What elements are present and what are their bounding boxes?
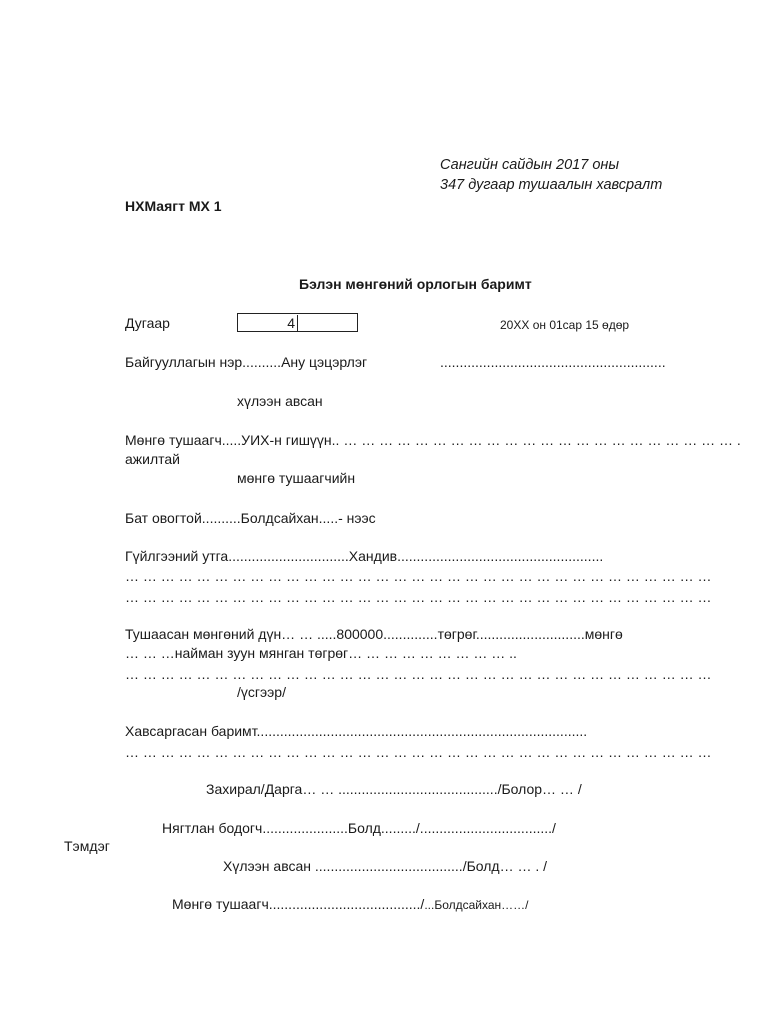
accountant-signature: Нягтлан бодогч......................Болд........./................................../ [162,820,556,836]
number-value: 4 [287,315,295,331]
payer-name-line: Бат овогтой..........Болдсайхан.....- нээс [125,510,376,526]
ref-line-2: 347 дугаар тушаалын хавсралт [440,177,663,193]
purpose-dots-2: … … … … … … … … … … … … … … … … … … … … … … … … … … … … … … … … … [125,589,712,605]
stamp-label: Тэмдэг [64,838,110,854]
director-signature: Захирал/Дарга… … ........................................./Болор… … / [206,781,582,797]
amount-line: Тушаасан мөнгөний дүн… … .....800000..............төгрөг............................мөнгө [125,626,623,642]
org-name-line: Байгууллагын нэр..........Ану цэцэрлэг [125,354,368,370]
payer-caption: мөнгө тушаагчийн [237,470,356,486]
purpose-dots-1: … … … … … … … … … … … … … … … … … … … … … … … … … … … … … … … … … [125,568,712,584]
payer-role: ажилтай [125,451,181,467]
date-line: 20XX он 01сар 15 өдөр [500,318,630,332]
payer-signature-name: ...Болдсайхан……/ [424,898,529,912]
payer-signature [172,896,529,913]
attached-line: Хавсаргасан баримт..................................................................................... [125,723,588,739]
number-box[interactable] [237,313,358,332]
form-code: НХМаягт МХ 1 [125,198,222,214]
ref-line-1: Сангийн сайдын 2017 оны [440,157,620,173]
payer-line: Мөнгө тушаагч.....УИХ-н гишүүн.. … … … … … … … … … … … … … … … … … … … … … … . [125,432,741,448]
number-label: Дугаар [125,315,170,331]
purpose-line: Гүйлгээний утга...............................Хандив..................................................... [125,548,604,564]
amount-caption: /үсгээр/ [237,684,286,700]
payer-signature-label: Мөнгө тушаагч......................................./ [172,896,425,912]
text-cursor [297,315,298,331]
org-dots: .......................................................... [440,354,666,370]
receiver-signature: Хүлээн авсан ....................................../Болд… … . / [223,858,548,874]
amount-words: … … …найман зуун мянган төгрөг… … … … … … … … … .. [125,645,517,661]
document-title: Бэлэн мөнгөний орлогын баримт [299,276,532,292]
amount-dots: … … … … … … … … … … … … … … … … … … … … … … … … … … … … … … … … … [125,666,712,682]
attached-dots: … … … … … … … … … … … … … … … … … … … … … … … … … … … … … … … … … [125,744,712,760]
received-caption: хүлээн авсан [237,393,323,409]
